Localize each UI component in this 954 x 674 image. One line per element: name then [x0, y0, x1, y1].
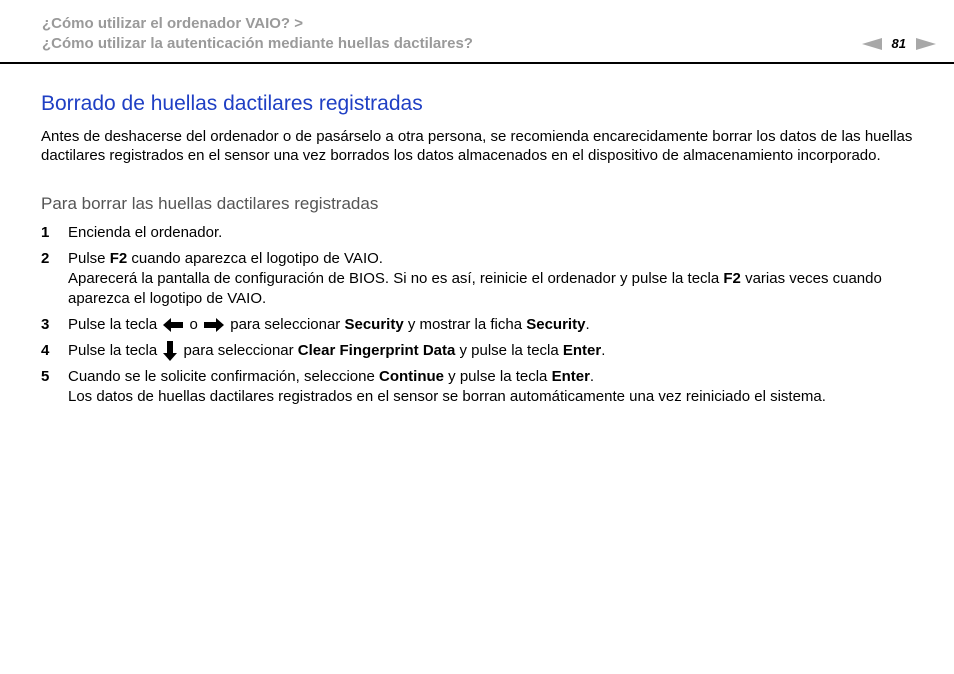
- clear-fingerprint-data-label: Clear Fingerprint Data: [297, 342, 456, 359]
- procedure-heading: Para borrar las huellas dactilares registradas: [41, 194, 379, 213]
- previous-page-arrow-icon[interactable]: [862, 38, 882, 50]
- step-number: 4: [41, 342, 50, 359]
- page-title: Borrado de huellas dactilares registradas: [41, 92, 423, 115]
- steps-list: [41, 223, 921, 413]
- key-enter: Enter: [562, 342, 602, 359]
- breadcrumb: [42, 14, 473, 54]
- security-tab-label: Security: [526, 316, 586, 333]
- step-text: Pulse la tecla para seleccionar Clear Fingerprint Data y pulse la tecla Enter.: [68, 341, 921, 361]
- down-arrow-key-icon: [163, 341, 177, 361]
- key-f2: F2: [109, 250, 128, 267]
- next-page-arrow-icon[interactable]: [916, 38, 936, 50]
- breadcrumb-link-vaio[interactable]: ¿Cómo utilizar el ordenador VAIO? >: [42, 15, 303, 32]
- breadcrumb-link-fingerprint[interactable]: ¿Cómo utilizar la autenticación mediante huellas dactilares?: [42, 35, 473, 52]
- right-arrow-key-icon: [204, 318, 224, 332]
- header-divider: [0, 62, 954, 64]
- step-1: [41, 223, 921, 243]
- step-2: [41, 249, 921, 309]
- key-f2: F2: [723, 270, 741, 287]
- step-text: Cuando se le solicite confirmación, seleccione Continue y pulse la tecla Enter. Los datos de huellas dactilares registrados en el sensor se borran automáticamente una vez reiniciado el sistema.: [68, 368, 826, 406]
- key-enter: Enter: [551, 368, 590, 386]
- step-number: 2: [41, 250, 50, 267]
- step-4: [41, 341, 921, 361]
- step-text: Pulse la tecla o para seleccionar Security y mostrar la ficha Security.: [68, 316, 590, 333]
- step-5: [41, 367, 921, 407]
- page-number: 81: [891, 36, 906, 51]
- step-number: 1: [41, 224, 50, 241]
- step-number: 3: [41, 316, 50, 333]
- security-label: Security: [344, 316, 404, 333]
- left-arrow-key-icon: [163, 318, 183, 332]
- intro-paragraph: Antes de deshacerse del ordenador o de pasárselo a otra persona, se recomienda encarecidamente borrar los datos de las huellas dactilares registrados en el sensor una vez borrados los datos almacenados en el dispositivo de almacenamiento incorporado.: [41, 128, 913, 164]
- step-3: [41, 315, 921, 335]
- continue-label: Continue: [379, 368, 444, 386]
- step-number: 5: [41, 368, 50, 386]
- step-text: Pulse F2 cuando aparezca el logotipo de VAIO. Aparecerá la pantalla de configuración de BIOS. Si no es así, reinicie el ordenador y pulse la tecla F2 varias veces cuando aparezca el logotipo de VAIO.: [68, 250, 882, 307]
- step-text: Encienda el ordenador.: [68, 224, 223, 241]
- page-navigation: [862, 36, 936, 51]
